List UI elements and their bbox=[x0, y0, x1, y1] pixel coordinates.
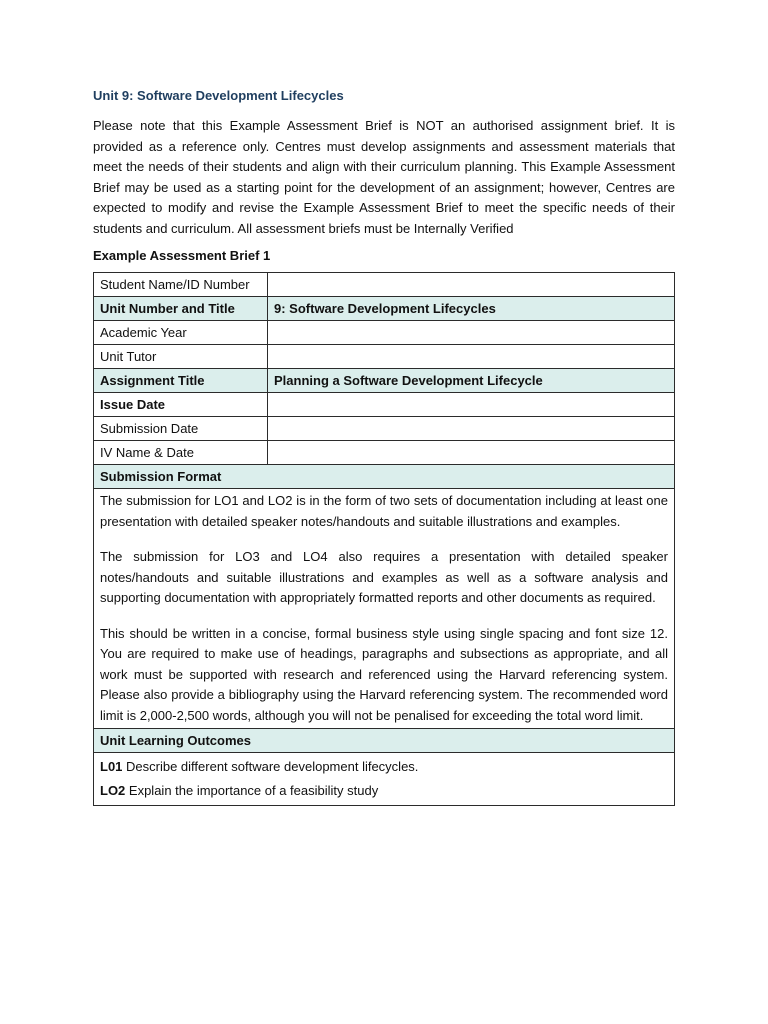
issue-date-value bbox=[268, 393, 675, 417]
unit-tutor-label: Unit Tutor bbox=[94, 345, 268, 369]
table-row bbox=[94, 393, 675, 417]
iv-name-date-label: IV Name & Date bbox=[94, 441, 268, 465]
submission-format-body bbox=[94, 489, 675, 729]
table-row bbox=[94, 417, 675, 441]
outcome-code: L01 bbox=[100, 759, 123, 774]
unit-title: Unit 9: Software Development Lifecycles bbox=[93, 88, 344, 103]
table-row bbox=[94, 489, 675, 729]
list-item bbox=[100, 755, 668, 779]
table-row bbox=[94, 753, 675, 806]
submission-format-heading: Submission Format bbox=[94, 465, 675, 489]
submission-paragraph: The submission for LO3 and LO4 also requires a presentation with detailed speaker notes/handouts and suitable illustrations and examples as well as a software analysis and supporting documentation with appropriately formatted reports and other documents as required. bbox=[100, 549, 668, 605]
learning-outcomes-list bbox=[94, 753, 675, 806]
unit-tutor-value bbox=[268, 345, 675, 369]
assignment-title-label: Assignment Title bbox=[94, 369, 268, 393]
table-row bbox=[94, 441, 675, 465]
document-page bbox=[93, 86, 675, 806]
academic-year-value bbox=[268, 321, 675, 345]
academic-year-label: Academic Year bbox=[94, 321, 268, 345]
intro-paragraph: Please note that this Example Assessment Brief is NOT an authorised assignment brief. It is provided as a reference only. Centres must develop assignments and assessment materials that meet the needs of their students and align with their curriculum planning. This Example Assessment Brief may be used as a starting point for the development of an assignment; however, Centres are expected to modify and revise the Example Assessment Brief to meet the specific needs of their students and curriculum. All assessment briefs must be Internally Verified bbox=[93, 118, 675, 236]
submission-paragraph: The submission for LO1 and LO2 is in the form of two sets of documentation including at least one presentation with detailed speaker notes/handouts and suitable illustrations and examples. bbox=[100, 493, 668, 529]
student-name-value bbox=[268, 273, 675, 297]
iv-name-date-value bbox=[268, 441, 675, 465]
table-row bbox=[94, 729, 675, 753]
student-name-label: Student Name/ID Number bbox=[94, 273, 268, 297]
table-row bbox=[94, 369, 675, 393]
outcome-text: Explain the importance of a feasibility study bbox=[125, 783, 379, 798]
submission-paragraph: This should be written in a concise, formal business style using single spacing and font size 12. You are required to make use of headings, paragraphs and subsections as appropriate, and all work must be supported with research and referenced using the Harvard referencing system. Please also provide a bibliography using the Harvard referencing system. The recommended word limit is 2,000-2,500 words, although you will not be penalised for exceeding the total word limit. bbox=[100, 625, 668, 723]
table-row bbox=[94, 273, 675, 297]
list-item bbox=[100, 779, 668, 803]
unit-number-value: 9: Software Development Lifecycles bbox=[268, 297, 675, 321]
outcome-text: Describe different software development lifecycles. bbox=[122, 759, 419, 774]
unit-number-label: Unit Number and Title bbox=[94, 297, 268, 321]
table-row bbox=[94, 345, 675, 369]
outcome-code: LO2 bbox=[100, 783, 126, 798]
submission-date-label: Submission Date bbox=[94, 417, 268, 441]
table-row bbox=[94, 465, 675, 489]
assignment-title-value: Planning a Software Development Lifecycle bbox=[268, 369, 675, 393]
learning-outcomes-heading: Unit Learning Outcomes bbox=[94, 729, 675, 753]
table-row bbox=[94, 321, 675, 345]
brief-label: Example Assessment Brief 1 bbox=[93, 248, 271, 263]
assessment-brief-table bbox=[93, 272, 675, 806]
table-row bbox=[94, 297, 675, 321]
issue-date-label: Issue Date bbox=[94, 393, 268, 417]
submission-date-value bbox=[268, 417, 675, 441]
